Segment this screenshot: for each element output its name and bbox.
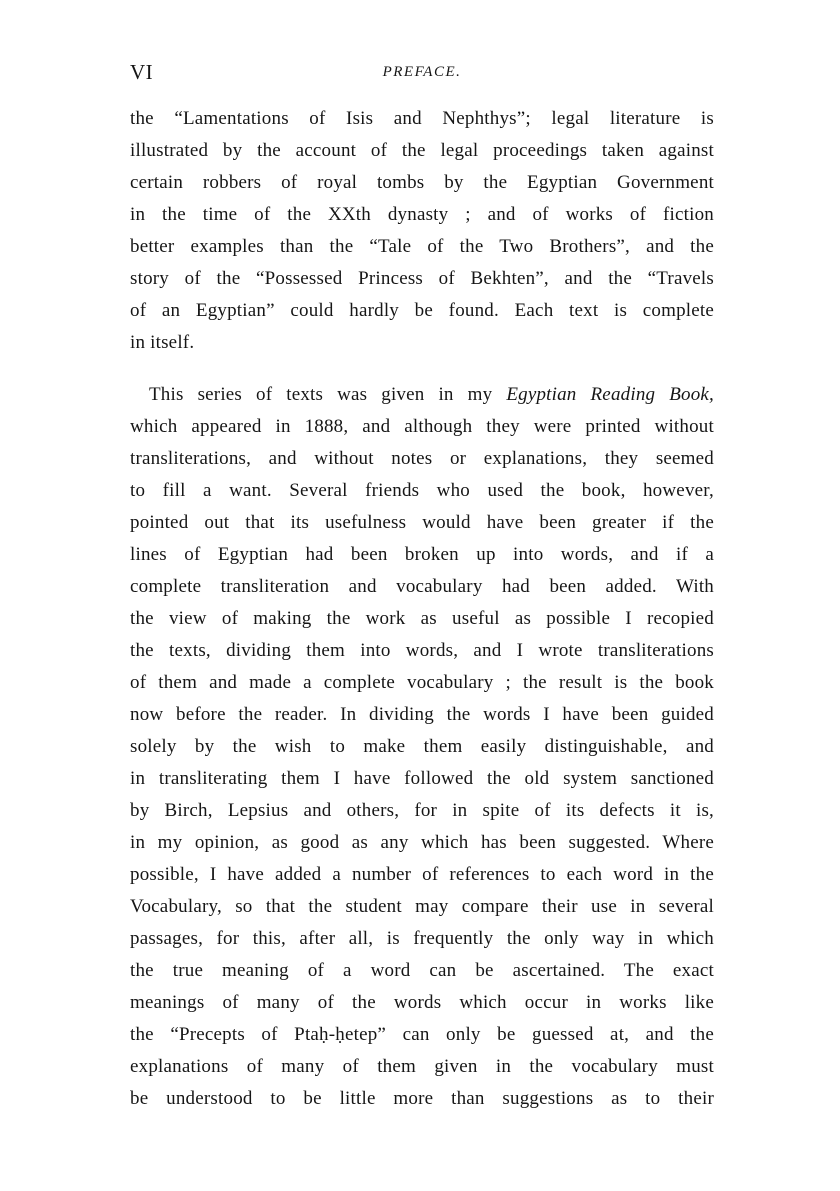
page-number: VI (130, 60, 154, 84)
text-line: Vocabulary, so that the student may compare their use in several (130, 896, 714, 917)
text-line: solely by the wish to make them easily distinguishable, and (130, 736, 714, 757)
text-line: the true meaning of a word can be ascertained. The exact (130, 960, 714, 981)
text-line: in the time of the XXth dynasty ; and of works of fiction (130, 204, 714, 225)
text-line: certain robbers of royal tombs by the Egyptian Government (130, 172, 714, 193)
paragraph-gap (130, 359, 714, 379)
text-line: of an Egyptian” could hardly be found. Each text is complete (130, 300, 714, 321)
text-line: pointed out that its usefulness would have been greater if the (130, 512, 714, 533)
text-line: of them and made a complete vocabulary ; the result is the book (130, 672, 714, 693)
text-line: in itself. (130, 332, 195, 353)
text-line: possible, I have added a number of references to each word in the (130, 864, 714, 885)
text-line: explanations of many of them given in the vocabulary must (130, 1056, 714, 1077)
text-line: lines of Egyptian had been broken up into words, and if a (130, 544, 714, 565)
body-text (130, 103, 714, 1115)
text-line: by Birch, Lepsius and others, for in spite of its defects it is, (130, 800, 714, 821)
text-line: passages, for this, after all, is frequently the only way in which (130, 928, 714, 949)
text-line: the “Precepts of Ptaḥ-ḥetep” can only be guessed at, and the (130, 1024, 714, 1045)
text-line: illustrated by the account of the legal proceedings taken against (130, 140, 714, 161)
text-line: be understood to be little more than suggestions as to their (130, 1088, 714, 1109)
text-line: to fill a want. Several friends who used the book, however, (130, 480, 714, 501)
text-line: the texts, dividing them into words, and I wrote transliterations (130, 640, 714, 661)
text-line: in my opinion, as good as any which has been suggested. Where (130, 832, 714, 853)
page-header (130, 60, 714, 90)
text-line: which appeared in 1888, and although they were printed without (130, 416, 714, 437)
text-line: the “Lamentations of Isis and Nephthys”; legal literature is (130, 108, 714, 129)
text-line: meanings of many of the words which occur in works like (130, 992, 714, 1013)
text-line: in transliterating them I have followed the old system sanctioned (130, 768, 714, 789)
text-line: complete transliteration and vocabulary had been added. With (130, 576, 714, 597)
text-line: the view of making the work as useful as possible I recopied (130, 608, 714, 629)
paragraph-2 (130, 379, 714, 1115)
paragraph-1 (130, 103, 714, 359)
text-line: story of the “Possessed Princess of Bekhten”, and the “Travels (130, 268, 714, 289)
running-title: PREFACE. (382, 64, 462, 80)
book-title: Egyptian Reading Book, (506, 384, 714, 405)
text-run: This series of texts was given in my (149, 384, 493, 405)
text-line (130, 379, 714, 411)
text-line: better examples than the “Tale of the Two Brothers”, and the (130, 236, 714, 257)
text-line: transliterations, and without notes or explanations, they seemed (130, 448, 714, 469)
text-line: now before the reader. In dividing the words I have been guided (130, 704, 714, 725)
